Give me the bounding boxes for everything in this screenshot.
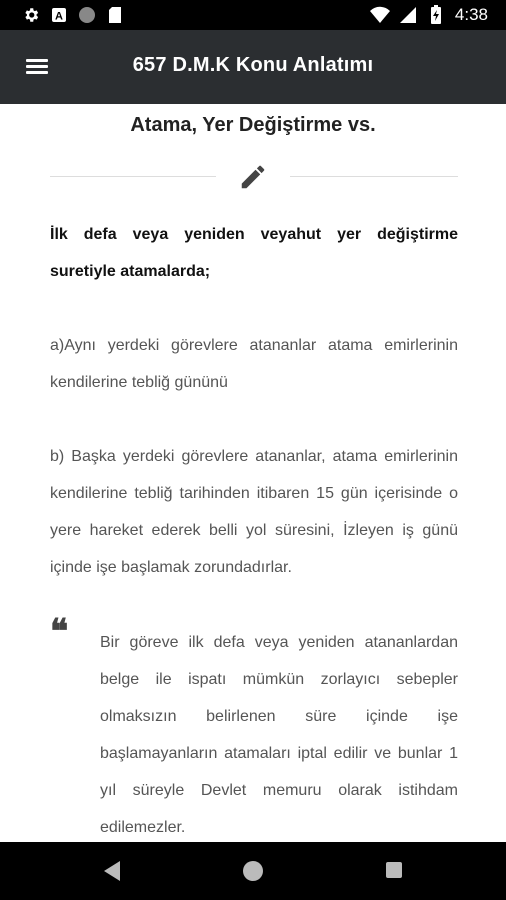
app-title: 657 D.M.K Konu Anlatımı xyxy=(132,54,374,76)
battery-icon xyxy=(427,6,445,24)
circle-icon xyxy=(78,6,96,24)
a-icon xyxy=(50,6,68,24)
quote-text: Bir göreve ilk defa veya yeniden atananlardan belge ile ispatı mümkün zorlayıcı sebepler olmaksızın belirlenen süre içinde işe başlamayanların atamaları iptal edilir ve bunlar 1 yıl süreyle Devlet memuru olarak istihdam edilemezler. xyxy=(100,634,458,836)
system-nav-bar xyxy=(0,842,506,900)
home-icon[interactable] xyxy=(243,861,263,881)
intro-text: İlk defa veya yeniden veyahut yer değiştirme suretiyle atamalarda; xyxy=(50,226,458,280)
quote-icon: ❝ xyxy=(50,613,69,651)
status-left-icons xyxy=(22,6,124,24)
item-b-text: b) Başka yerdeki görevlere atananlar, atama emirlerinin kendilerine tebliğ tarihinden itibaren 15 gün içerisinde o yere hareket ederek belli yol süresini, İzleyen iş günü içinde işe başlamak zorundadırlar. xyxy=(50,448,458,576)
sd-card-icon xyxy=(106,6,124,24)
wifi-icon xyxy=(371,6,389,24)
status-time: 4:38 xyxy=(454,5,488,24)
svg-text:A: A xyxy=(55,10,63,23)
section-title: Atama, Yer Değiştirme vs. xyxy=(130,114,376,136)
article-content[interactable] xyxy=(0,104,506,842)
divider-left xyxy=(50,176,216,177)
signal-icon xyxy=(399,6,417,24)
divider-right xyxy=(290,176,458,177)
item-a-text: a)Aynı yerdeki görevlere atananlar atama emirlerinin kendilerine tebliğ gününü xyxy=(50,337,458,391)
recents-icon[interactable] xyxy=(386,862,402,878)
settings-icon xyxy=(22,6,40,24)
app-bar xyxy=(0,30,506,104)
status-right-icons xyxy=(371,5,488,25)
back-icon[interactable] xyxy=(104,861,120,881)
pencil-icon xyxy=(238,162,268,192)
status-bar xyxy=(0,0,506,30)
